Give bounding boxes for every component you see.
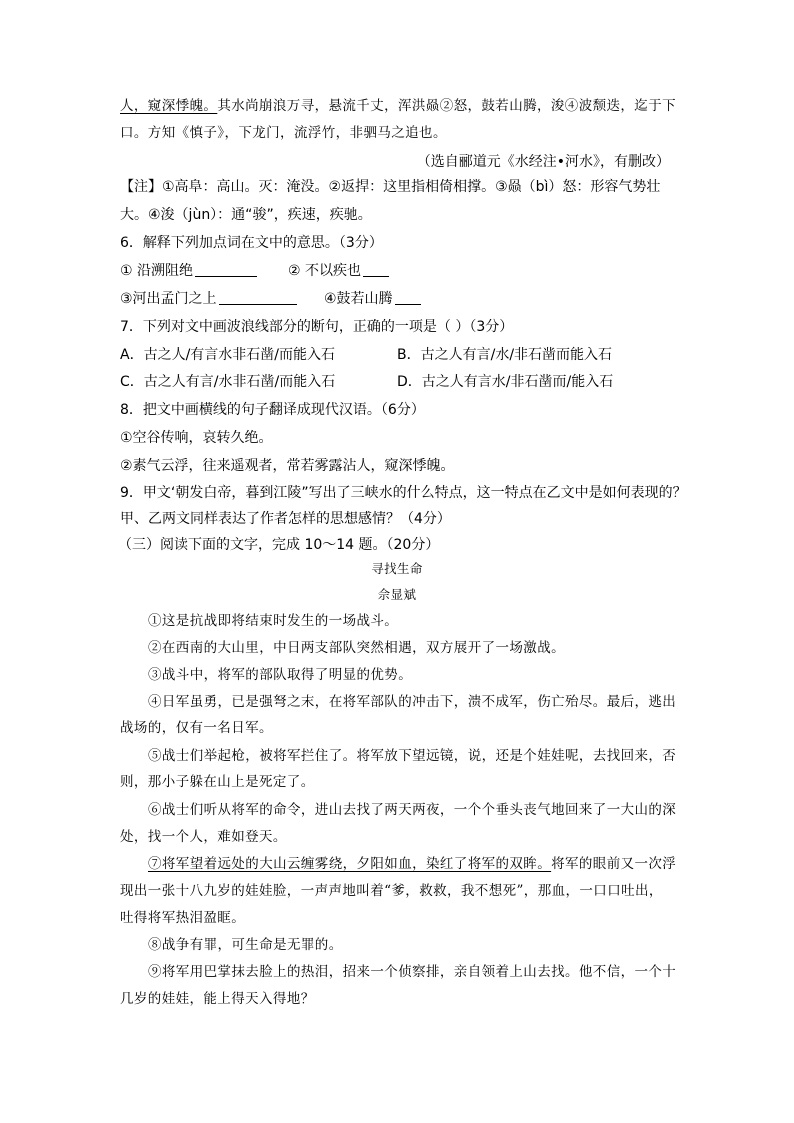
story-paragraph-7-line-2: 现出一张十八九岁的娃娃脸，一声声地叫着“爹，救救，我不想死”，那血，一口口吐出， [120, 883, 663, 899]
story-paragraph-6-line-1: ⑥战士们听从将军的命令，进山去找了两天两夜，一个个垂头丧气地回来了一大山的深 [148, 802, 677, 818]
answer-blank [363, 262, 389, 277]
underlined-sentence: 人，窥深悸魄。 [120, 98, 218, 114]
passage-source: （选自郦道元《水经注•河水》，有删改） [416, 154, 670, 170]
story-paragraph-7-line-3: 吐得将军热泪盈眶。 [120, 910, 246, 926]
question-9-line-2: 甲、乙两文同样表达了作者怎样的思想感情？（4分） [120, 511, 451, 527]
story-paragraph-9-line-2: 几岁的娃娃，能上得天入得地？ [120, 991, 315, 1007]
story-paragraph-9-line-1: ⑨将军用巴掌抹去脸上的热泪，招来一个侦察排，亲自领着上山去找。他不信，一个十 [148, 964, 677, 980]
annotation-line-2: 大。④浚（jùn）：通“骏”，疾速，疾驰。 [120, 207, 372, 223]
section-3-heading: （三）阅读下面的文字，完成 10～14 题。（20分） [118, 537, 440, 553]
story-paragraph-5-line-1: ⑤战士们举起枪，被将军拦住了。将军放下望远镜，说，还是个娃娃呢，去找回来，否 [148, 748, 677, 764]
question-9-line-1: 9．甲文‘朝发白帝，暮到江陵”写出了三峡水的什么特点，这一特点在乙文中是如何表现的？ [120, 485, 687, 501]
passage-line-2: 口。方知《慎子》，下龙门，流浮竹，非驷马之追也。 [120, 125, 447, 141]
passage-line-1: 人，窥深悸魄。其水尚崩浪万寻，悬流千丈，浑洪赑②怒，鼓若山腾，浚④波颓迭，迄于下 [120, 98, 677, 114]
underlined-sentence: ⑦将军望着远处的大山云缠雾绕，夕阳如血，染红了将军的双眸。 [148, 856, 552, 872]
story-paragraph-4-line-1: ④日军虽勇，已是强弩之末，在将军部队的冲击下，溃不成军，伤亡殆尽。最后，逃出 [148, 694, 677, 710]
question-6-stem: 6．解释下列加点词在文中的意思。（3分） [120, 235, 383, 251]
story-paragraph-7-line-1: ⑦将军望着远处的大山云缠雾绕，夕阳如血，染红了将军的双眸。将军的眼前又一次浮 [148, 856, 677, 872]
question-7-stem: 7．下列对文中画波浪线部分的断句，正确的一项是（ ）（3分） [120, 319, 514, 335]
question-6-item-4: ④鼓若山腾 [324, 290, 421, 308]
answer-blank [395, 290, 421, 305]
story-paragraph-4-line-2: 战场的，仅有一名日军。 [120, 720, 273, 736]
story-title: 寻找生命 [371, 561, 423, 576]
question-7-option-d: D．古之人有言水/非石凿而/能入石 [397, 374, 614, 390]
answer-blank [195, 262, 257, 277]
question-7-option-b: B．古之人有言/水/非石凿而能入石 [397, 347, 613, 363]
story-paragraph-6-line-2: 处，找一个人，难如登天。 [120, 829, 287, 845]
annotation-line-1: 【注】①高阜：高山。灭：淹没。②返捍：这里指相倚相撑。③赑（bì）怒：形容气势壮 [120, 179, 661, 195]
question-7-option-a: A．古之人/有言水非石凿/而能入石 [120, 347, 336, 363]
story-paragraph-5-line-2: 则，那小子躲在山上是死定了。 [120, 774, 315, 790]
question-7-option-c: C．古之人有言/水非石凿/而能入石 [120, 374, 336, 390]
story-paragraph-8: ⑧战争有罪，可生命是无罪的。 [148, 937, 343, 953]
story-paragraph-2: ②在西南的大山里，中日两支部队突然相遇，双方展开了一场激战。 [148, 640, 565, 656]
question-8-stem: 8．把文中画横线的句子翻译成现代汉语。（6分） [120, 402, 425, 418]
question-6-item-1: ① 沿溯阻绝 [120, 262, 257, 280]
question-8-item-2: ②素气云浮，往来遥观者，常若雾露沾人，窥深悸魄。 [120, 458, 455, 474]
answer-blank [219, 290, 297, 305]
story-paragraph-3: ③战斗中，将军的部队取得了明显的优势。 [148, 667, 413, 683]
story-author: 佘显斌 [377, 587, 417, 602]
story-paragraph-1: ①这是抗战即将结束时发生的一场战斗。 [148, 613, 399, 629]
question-6-item-2: ② 不以疾也 [288, 262, 389, 280]
question-8-item-1: ①空谷传响，哀转久绝。 [120, 430, 273, 446]
question-6-item-3: ③河出孟门之上 [120, 290, 297, 308]
